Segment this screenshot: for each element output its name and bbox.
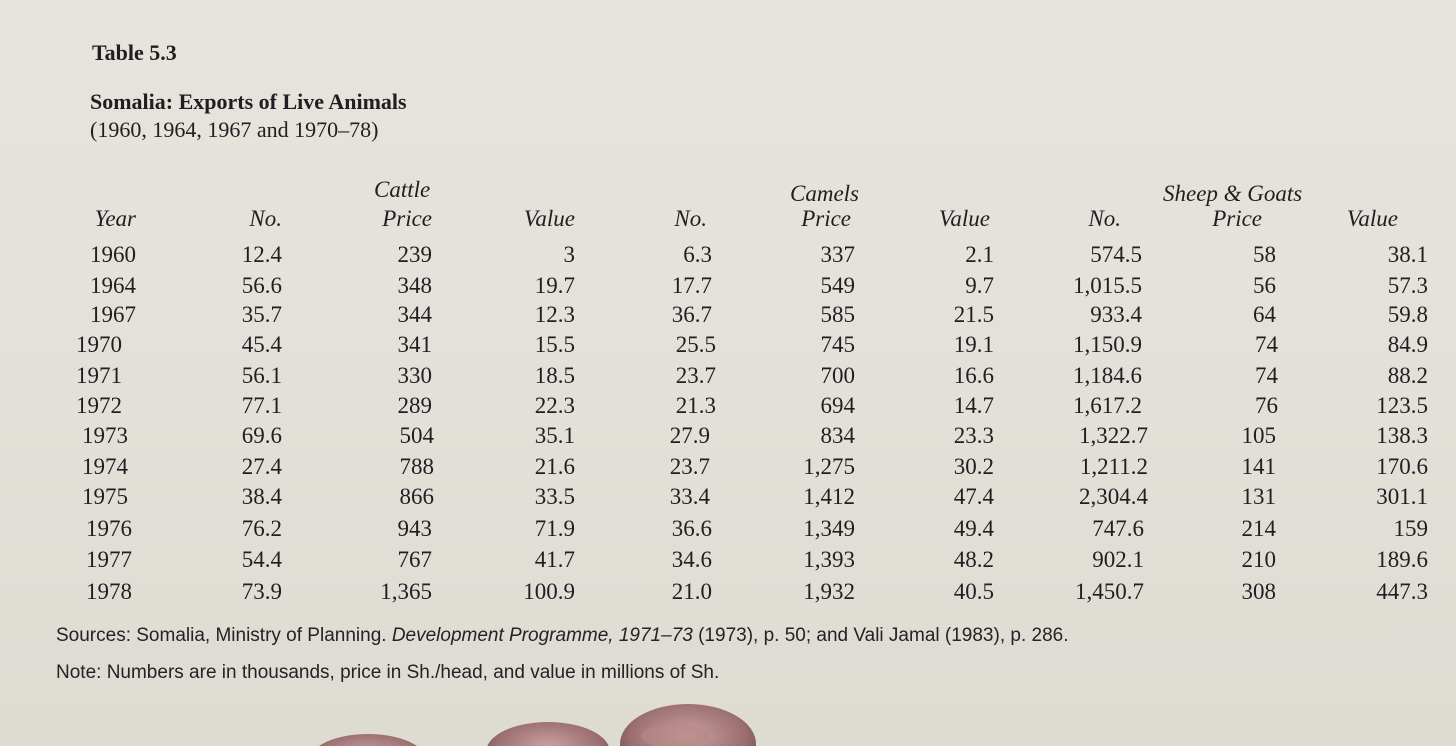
cell-cattle-no: 54.4	[241, 547, 282, 572]
table-title: Somalia: Exports of Live Animals	[90, 89, 407, 114]
cell-camels-no: 25.5	[675, 332, 716, 357]
cell-cattle-no: 77.1	[241, 393, 282, 418]
cell-camels-no: 27.9	[669, 423, 710, 448]
cell-sheep-goats-value: 189.6	[1376, 547, 1428, 572]
cell-camels-price: 549	[820, 273, 855, 298]
cell-sheep-goats-price: 56	[1253, 273, 1276, 298]
cell-sheep-goats-no: 2,304.4	[1079, 484, 1148, 509]
cell-sheep-goats-no: 747.6	[1092, 516, 1144, 541]
sources-publication: Development Programme, 1971–73	[391, 625, 693, 646]
cell-sheep-goats-price: 214	[1241, 516, 1276, 541]
sources-suffix: (1973), p. 50; and Vali Jamal (1983), p. 286.	[692, 625, 1069, 646]
cell-camels-value: 40.5	[953, 579, 994, 604]
cell-camels-value: 47.4	[953, 484, 994, 509]
cell-cattle-no: 35.7	[241, 302, 282, 327]
group-header-camels: Camels	[790, 181, 859, 206]
note-line: Note: Numbers are in thousands, price in Sh./head, and value in millions of Sh.	[56, 662, 720, 683]
cell-sheep-goats-no: 1,184.6	[1073, 363, 1142, 388]
cell-cattle-value: 35.1	[534, 423, 575, 448]
group-header-sheep-goats: Sheep & Goats	[1163, 181, 1303, 206]
cell-camels-no: 6.3	[683, 242, 712, 267]
cell-sheep-goats-value: 159	[1393, 516, 1428, 541]
cell-camels-no: 17.7	[671, 273, 712, 298]
cell-cattle-price: 289	[397, 393, 432, 418]
cell-camels-price: 585	[820, 302, 855, 327]
cell-sheep-goats-value: 59.8	[1387, 302, 1428, 327]
cell-sheep-goats-price: 308	[1241, 579, 1276, 604]
cell-cattle-no: 73.9	[241, 579, 282, 604]
cell-camels-value: 21.5	[953, 302, 994, 327]
cell-sheep-goats-value: 57.3	[1387, 273, 1428, 298]
cell-sheep-goats-value: 447.3	[1376, 579, 1428, 604]
sources-line	[56, 625, 1068, 647]
cell-cattle-no: 56.1	[241, 363, 282, 388]
cell-sheep-goats-value: 170.6	[1376, 454, 1428, 479]
cell-year: 1975	[82, 484, 128, 509]
cell-camels-no: 36.6	[671, 516, 712, 541]
cell-camels-value: 16.6	[953, 363, 994, 388]
cell-camels-value: 2.1	[965, 242, 994, 267]
cell-cattle-price: 788	[399, 454, 434, 479]
table-number: Table 5.3	[92, 40, 177, 65]
cell-camels-value: 19.1	[953, 332, 994, 357]
cell-cattle-value: 41.7	[534, 547, 575, 572]
cell-year: 1971	[76, 363, 122, 388]
cell-cattle-no: 56.6	[241, 273, 282, 298]
cell-cattle-price: 348	[397, 273, 432, 298]
cell-camels-price: 1,349	[803, 516, 855, 541]
cell-cattle-value: 18.5	[534, 363, 575, 388]
cell-sheep-goats-no: 933.4	[1090, 302, 1142, 327]
cell-sheep-goats-no: 1,617.2	[1073, 393, 1142, 418]
cell-camels-no: 21.0	[671, 579, 712, 604]
cell-camels-price: 745	[820, 332, 855, 357]
cell-sheep-goats-value: 301.1	[1376, 484, 1428, 509]
cell-sheep-goats-value: 88.2	[1387, 363, 1428, 388]
cell-year: 1976	[86, 516, 132, 541]
cell-cattle-price: 239	[397, 242, 432, 267]
cell-cattle-value: 100.9	[523, 579, 575, 604]
cell-sheep-goats-price: 131	[1241, 484, 1276, 509]
column-header-camels-no: No.	[674, 206, 707, 231]
cell-sheep-goats-value: 84.9	[1387, 332, 1428, 357]
cell-sheep-goats-no: 1,150.9	[1073, 332, 1142, 357]
column-header-cattle-no: No.	[249, 206, 282, 231]
cell-cattle-price: 866	[399, 484, 434, 509]
cell-cattle-price: 341	[397, 332, 432, 357]
cell-camels-value: 9.7	[965, 273, 994, 298]
cell-cattle-no: 38.4	[241, 484, 282, 509]
cell-camels-no: 21.3	[675, 393, 716, 418]
cell-camels-price: 337	[820, 242, 855, 267]
cell-sheep-goats-price: 76	[1255, 393, 1278, 418]
cell-cattle-value: 12.3	[534, 302, 575, 327]
cell-cattle-value: 19.7	[534, 273, 575, 298]
cell-cattle-no: 45.4	[241, 332, 282, 357]
cell-cattle-value: 33.5	[534, 484, 575, 509]
cell-camels-value: 48.2	[953, 547, 994, 572]
cell-year: 1974	[82, 454, 128, 479]
cell-cattle-value: 3	[563, 242, 575, 267]
cell-sheep-goats-price: 74	[1255, 332, 1278, 357]
cell-camels-price: 1,275	[803, 454, 855, 479]
cell-sheep-goats-price: 74	[1255, 363, 1278, 388]
column-header-camels-price: Price	[801, 206, 851, 231]
cell-camels-no: 36.7	[671, 302, 712, 327]
cell-year: 1972	[76, 393, 122, 418]
cell-sheep-goats-no: 1,322.7	[1079, 423, 1148, 448]
cell-sheep-goats-value: 138.3	[1376, 423, 1428, 448]
cell-year: 1973	[82, 423, 128, 448]
cell-sheep-goats-value: 123.5	[1376, 393, 1428, 418]
cell-sheep-goats-no: 902.1	[1092, 547, 1144, 572]
table-subtitle: (1960, 1964, 1967 and 1970–78)	[90, 117, 379, 142]
cell-camels-value: 14.7	[953, 393, 994, 418]
cell-camels-no: 23.7	[669, 454, 710, 479]
cell-camels-price: 1,932	[803, 579, 855, 604]
cell-cattle-value: 71.9	[534, 516, 575, 541]
cell-sheep-goats-no: 1,015.5	[1073, 273, 1142, 298]
cell-camels-no: 34.6	[671, 547, 712, 572]
cell-year: 1960	[90, 242, 136, 267]
column-header-camels-value: Value	[938, 206, 990, 231]
cell-camels-no: 33.4	[669, 484, 710, 509]
cell-cattle-no: 27.4	[241, 454, 282, 479]
column-header-cattle-value: Value	[523, 206, 575, 231]
cell-cattle-no: 12.4	[241, 242, 282, 267]
cell-cattle-price: 344	[397, 302, 432, 327]
cell-year: 1964	[90, 273, 136, 298]
sources-prefix: Sources: Somalia, Ministry of Planning.	[56, 625, 392, 646]
column-header-sheep-goats-value: Value	[1346, 206, 1398, 231]
cell-sheep-goats-no: 1,450.7	[1075, 579, 1144, 604]
cell-year: 1977	[86, 547, 132, 572]
cell-camels-price: 834	[820, 423, 855, 448]
cell-camels-price: 1,412	[803, 484, 855, 509]
cell-cattle-price: 767	[397, 547, 432, 572]
cell-year: 1978	[86, 579, 132, 604]
cell-cattle-price: 1,365	[380, 579, 432, 604]
cell-camels-value: 23.3	[953, 423, 994, 448]
column-header-cattle-price: Price	[382, 206, 432, 231]
column-header-year: Year	[94, 206, 136, 231]
cell-sheep-goats-no: 574.5	[1090, 242, 1142, 267]
cell-sheep-goats-price: 141	[1241, 454, 1276, 479]
cell-camels-price: 694	[820, 393, 855, 418]
cell-sheep-goats-no: 1,211.2	[1079, 454, 1148, 479]
cell-sheep-goats-value: 38.1	[1387, 242, 1428, 267]
cell-sheep-goats-price: 64	[1253, 302, 1276, 327]
cell-camels-no: 23.7	[675, 363, 716, 388]
cell-cattle-no: 69.6	[241, 423, 282, 448]
cell-cattle-price: 504	[399, 423, 434, 448]
cell-cattle-value: 15.5	[534, 332, 575, 357]
column-header-sheep-goats-no: No.	[1088, 206, 1121, 231]
cell-cattle-no: 76.2	[241, 516, 282, 541]
cell-sheep-goats-price: 58	[1253, 242, 1276, 267]
cell-year: 1970	[76, 332, 122, 357]
cell-sheep-goats-price: 210	[1241, 547, 1276, 572]
cell-camels-value: 49.4	[953, 516, 994, 541]
group-header-cattle: Cattle	[374, 177, 431, 202]
cell-cattle-value: 22.3	[534, 393, 575, 418]
cell-cattle-value: 21.6	[534, 454, 575, 479]
cell-sheep-goats-price: 105	[1241, 423, 1276, 448]
cell-cattle-price: 330	[397, 363, 432, 388]
column-header-sheep-goats-price: Price	[1212, 206, 1262, 231]
cell-cattle-price: 943	[397, 516, 432, 541]
cell-year: 1967	[90, 302, 136, 327]
cell-camels-price: 1,393	[803, 547, 855, 572]
cell-camels-price: 700	[820, 363, 855, 388]
cell-camels-value: 30.2	[953, 454, 994, 479]
